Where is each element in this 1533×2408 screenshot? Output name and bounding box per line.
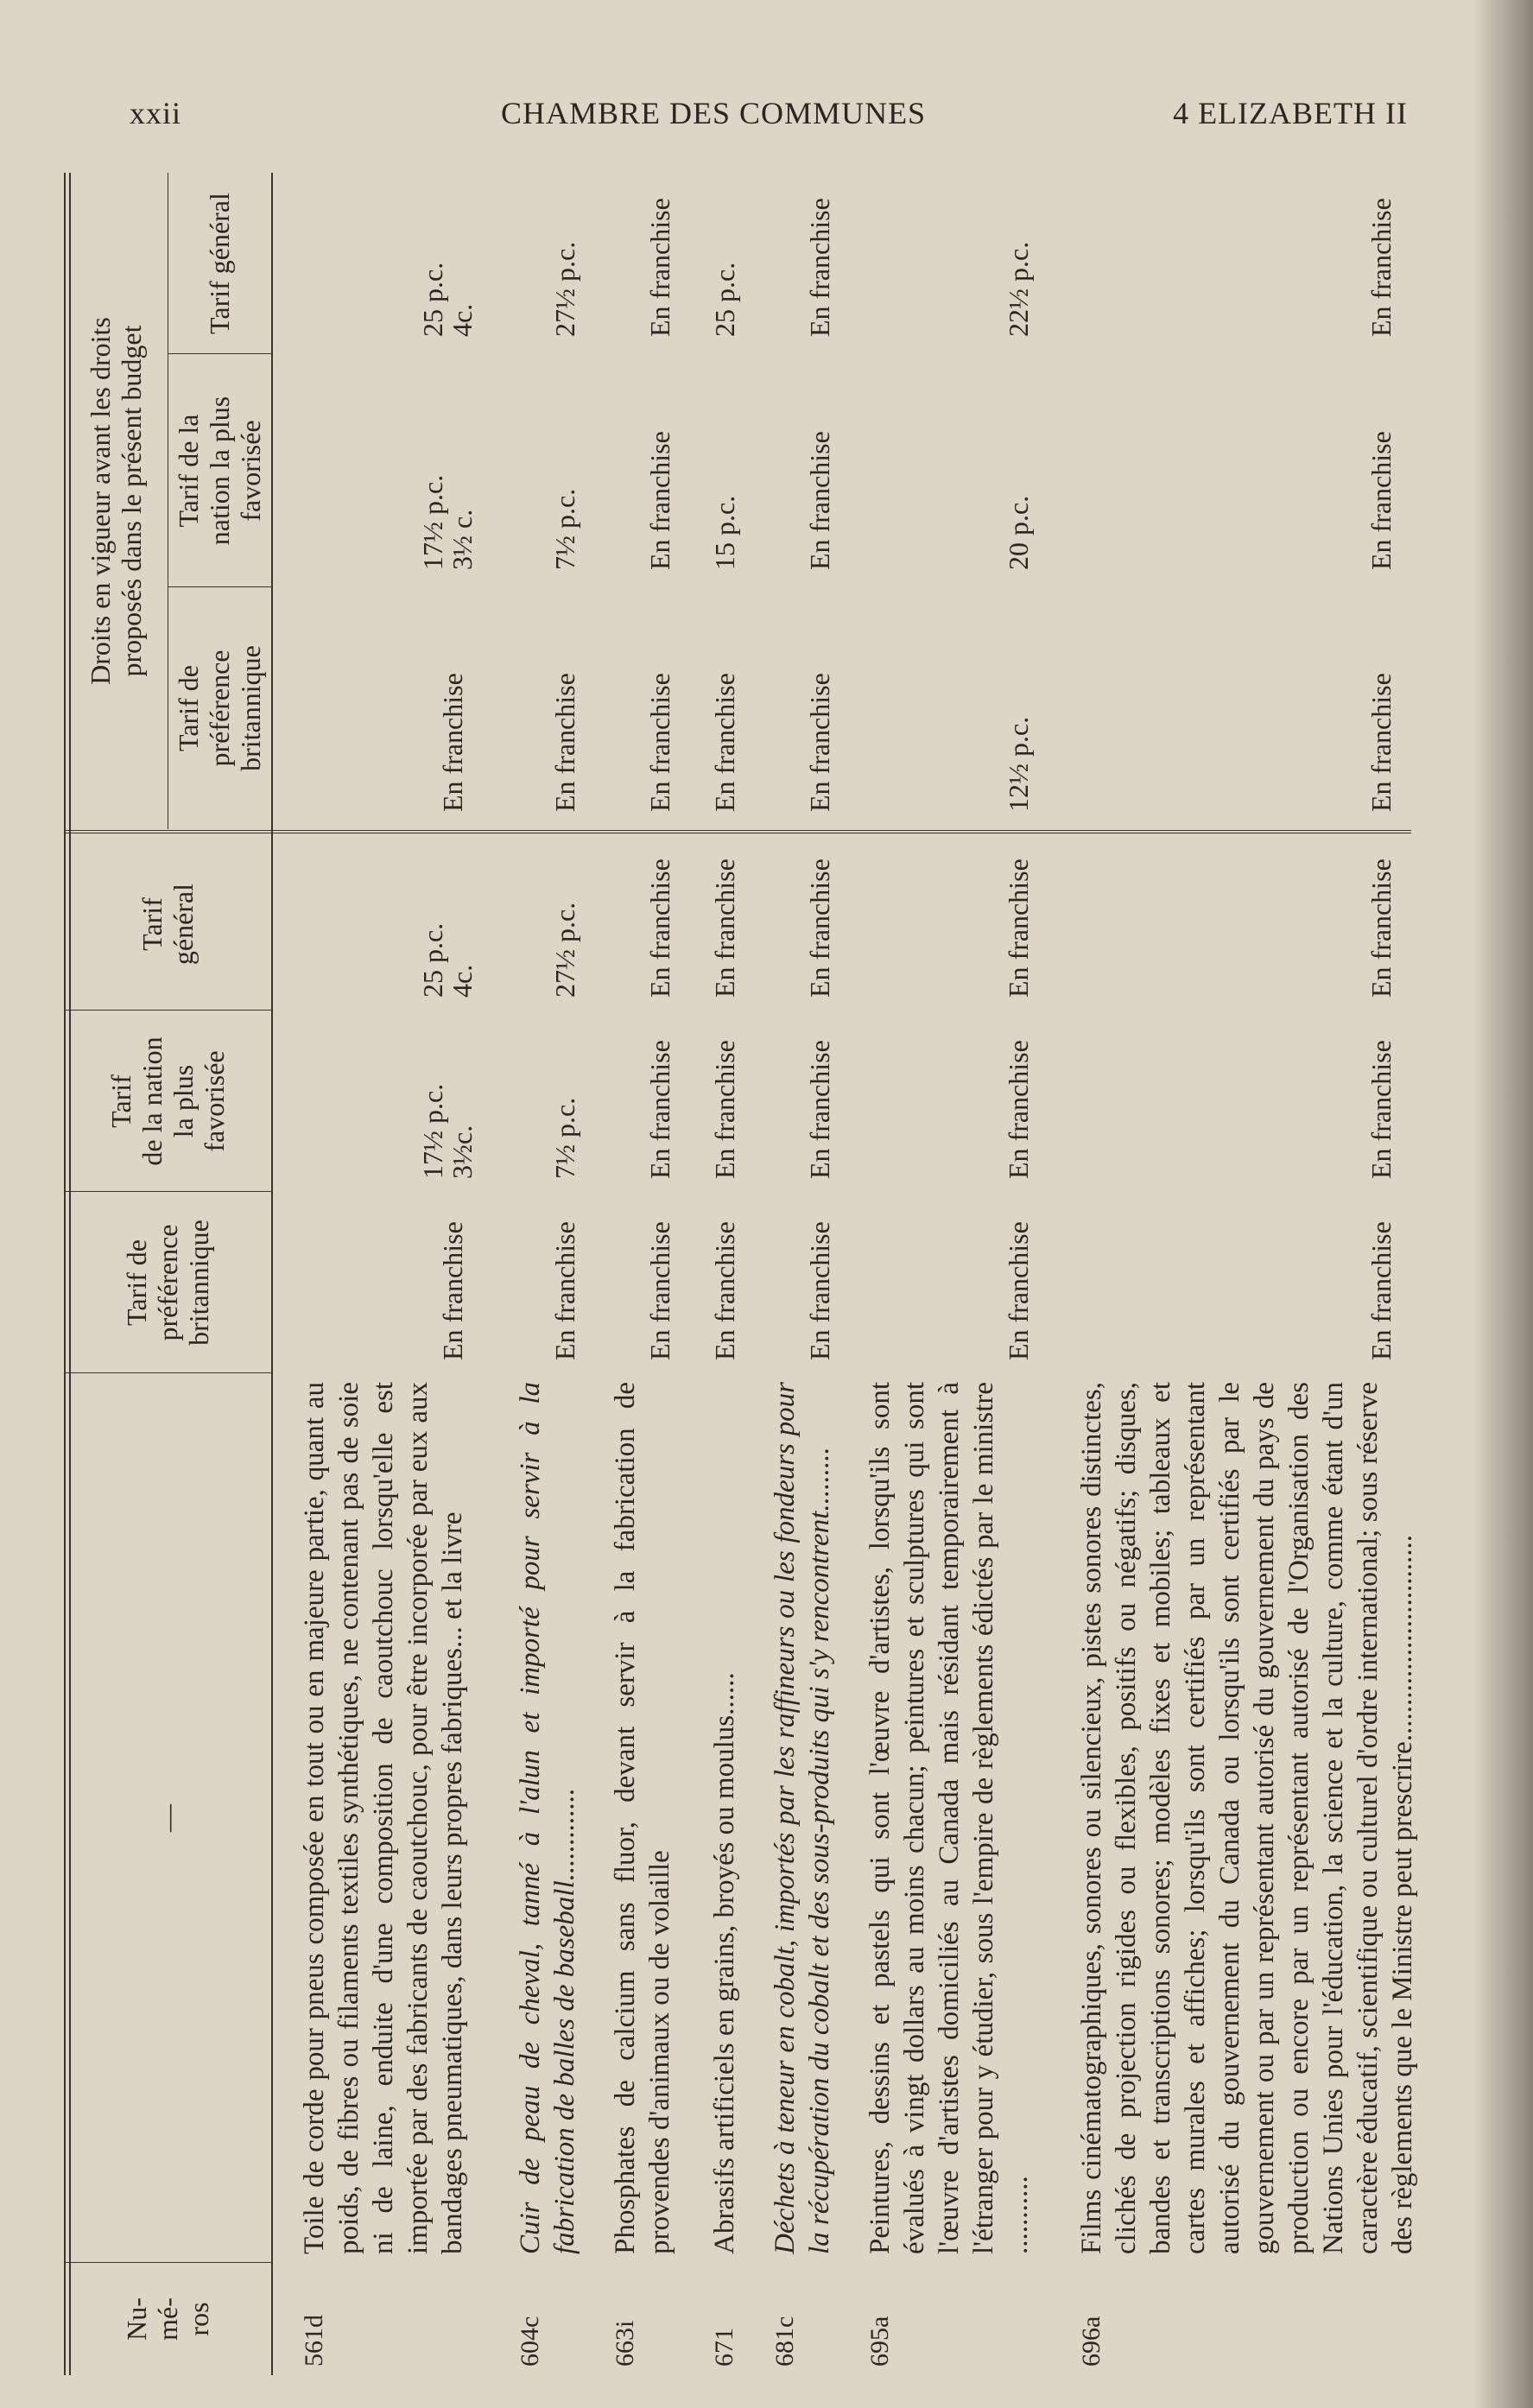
prior-general-value: 27½ p.c. bbox=[549, 241, 580, 337]
prior-british-value: En franchise bbox=[804, 673, 835, 812]
table-row bbox=[608, 173, 677, 2375]
prior-mfn-value: En franchise bbox=[644, 431, 675, 570]
budget-mfn-value: En franchise bbox=[1365, 1040, 1397, 1179]
budget-general-value: En franchise bbox=[1365, 859, 1397, 998]
prior-general-value: En franchise bbox=[644, 198, 675, 337]
budget-british-value: En franchise bbox=[1365, 1221, 1397, 1360]
running-header bbox=[130, 95, 1408, 140]
tariff-number: 561d bbox=[300, 2315, 328, 2367]
item-description: Abrasifs artificiels en grains, broyés ou moulus...... bbox=[709, 1672, 740, 2254]
item-description: Déchets à teneur en cobalt, importés par les raffineurs ou les fondeurs pour la récupération du cobalt et des sous-produits qui s'y rencontrent......... bbox=[770, 1382, 835, 2254]
budget-mfn-value: 7½ p.c. bbox=[549, 1097, 580, 1179]
prior-mfn-value: En franchise bbox=[1365, 431, 1397, 570]
tariff-table bbox=[64, 173, 1418, 2375]
table-row bbox=[1074, 173, 1418, 2375]
header-budget-general: Tarif général bbox=[136, 883, 199, 966]
header-prior-british: Tarif de préférence britannique bbox=[173, 645, 266, 771]
budget-british-value: En franchise bbox=[644, 1221, 675, 1360]
item-description: Toile de corde pour pneus composée en tout ou en majeure partie, quant au poids, de fibres ou filaments textiles synthétiques, ne contenant pas de soie ni de laine, enduite d'une composition de caoutchouc lorsqu'elle est importée par des fabricants de caoutchouc, pour être incorporée par eux aux bandages pneumatiques, dans leurs propres fabriques... et la livre bbox=[299, 1382, 468, 2254]
table-row bbox=[707, 173, 742, 2375]
tariff-number: 681c bbox=[770, 2316, 799, 2367]
tariff-number: 695a bbox=[865, 2316, 894, 2367]
header-numbers: Nu- mé- ros bbox=[121, 2297, 214, 2341]
table-row bbox=[513, 173, 582, 2375]
header-description: — bbox=[152, 1804, 183, 1832]
prior-mfn-value: En franchise bbox=[804, 431, 835, 570]
budget-mfn-value: En franchise bbox=[1003, 1040, 1034, 1179]
prior-british-value: En franchise bbox=[549, 673, 580, 812]
table-row bbox=[863, 173, 1036, 2375]
table-row bbox=[768, 173, 837, 2375]
prior-british-value: 12½ p.c. bbox=[1003, 716, 1034, 812]
budget-mfn-value: En franchise bbox=[804, 1040, 835, 1179]
budget-mfn-value: En franchise bbox=[644, 1040, 675, 1179]
budget-british-value: En franchise bbox=[709, 1221, 740, 1360]
prior-general-value: En franchise bbox=[1365, 198, 1397, 337]
budget-general-value: En franchise bbox=[709, 859, 740, 998]
prior-general-value: 25 p.c. 4c. bbox=[417, 262, 478, 337]
budget-mfn-value: En franchise bbox=[709, 1040, 740, 1179]
header-prior-general: Tarif général bbox=[204, 193, 235, 334]
page-edge-shadow bbox=[1473, 0, 1533, 2408]
budget-british-value: En franchise bbox=[804, 1221, 835, 1360]
prior-mfn-value: 7½ p.c. bbox=[549, 488, 580, 570]
prior-british-value: En franchise bbox=[709, 673, 740, 812]
budget-british-value: En franchise bbox=[437, 1221, 468, 1360]
header-prior-mfn: Tarif de la nation la plus favorisée bbox=[173, 396, 266, 546]
table-row bbox=[297, 173, 478, 2375]
table-header-row bbox=[64, 173, 273, 2375]
header-budget-british: Tarif de préférence britannique bbox=[121, 1220, 214, 1346]
session-label: 4 ELIZABETH II bbox=[1173, 96, 1408, 130]
header-prior-group: Droits en vigueur avant les droits proposés dans le présent budget bbox=[85, 317, 147, 685]
budget-general-value: En franchise bbox=[804, 859, 835, 998]
budget-british-value: En franchise bbox=[549, 1221, 580, 1360]
budget-mfn-value: 17½ p.c. 3½c. bbox=[417, 1083, 478, 1179]
budget-general-value: En franchise bbox=[644, 859, 675, 998]
item-description: Peintures, dessins et pastels qui sont l'œuvre d'artistes, lorsqu'ils sont évalués à vingt dollars au moins chacun; peintures et sculptures qui sont l'œuvre d'artistes domiciliés au Canada mais résidant temporairement à l'étranger pour y étudier, sous l'empire de règlements édictés par le ministre ........... bbox=[865, 1382, 1034, 2254]
budget-general-value: En franchise bbox=[1003, 859, 1034, 998]
prior-mfn-value: 20 p.c. bbox=[1003, 495, 1034, 570]
tariff-number: 604c bbox=[516, 2316, 544, 2367]
prior-mfn-value: 15 p.c. bbox=[709, 495, 740, 570]
budget-general-value: 25 p.c. 4c. bbox=[417, 922, 478, 998]
item-description: Cuir de peau de cheval, tanné à l'alun et importé pour servir à la fabrication de balles de baseball............. bbox=[515, 1382, 580, 2254]
tariff-number: 671 bbox=[710, 2328, 738, 2367]
page-title: CHAMBRE DES COMMUNES bbox=[501, 96, 927, 130]
item-description: Films cinématographiques, sonores ou silencieux, pistes sonores distinctes, clichés de projection rigides ou flexibles, positifs ou négatifs; disques, bandes et transcriptions sonores; modèles fixes et mobiles; tableaux et cartes murales et affiches; lorsqu'ils sont certifiés par un représentant autorisé du gouvernement du Canada ou lorsqu'ils sont certifiés par le gouvernement ou par un représentant autorisé du gouvernement du pays de production ou encore par un représentant autorisé de l'Organisation des Nations Unies pour l'éducation, la science et la culture, comme étant d'un caractère éducatif, scientifique ou culturel d'ordre international; sous réserve des règlements que le Ministre peut prescrire............................. bbox=[1076, 1382, 1418, 2254]
header-budget-mfn: Tarif de la nation la plus favorisée bbox=[105, 1036, 230, 1166]
prior-general-value: En franchise bbox=[804, 198, 835, 337]
prior-general-value: 22½ p.c. bbox=[1003, 241, 1034, 337]
tariff-table-frame bbox=[64, 173, 1418, 2375]
tariff-number: 696a bbox=[1077, 2316, 1105, 2367]
prior-mfn-value: 17½ p.c. 3½ c. bbox=[417, 474, 478, 570]
page-number: xxii bbox=[130, 96, 182, 130]
budget-general-value: 27½ p.c. bbox=[549, 902, 580, 998]
prior-british-value: En franchise bbox=[437, 673, 468, 812]
prior-british-value: En franchise bbox=[644, 673, 675, 812]
budget-british-value: En franchise bbox=[1003, 1221, 1034, 1360]
prior-british-value: En franchise bbox=[1365, 673, 1397, 812]
item-description: Phosphates de calcium sans fluor, devant servir à la fabrication de provendes d'animaux ou de volaille bbox=[610, 1382, 675, 2254]
tariff-number: 663i bbox=[611, 2320, 639, 2367]
prior-general-value: 25 p.c. bbox=[709, 262, 740, 337]
